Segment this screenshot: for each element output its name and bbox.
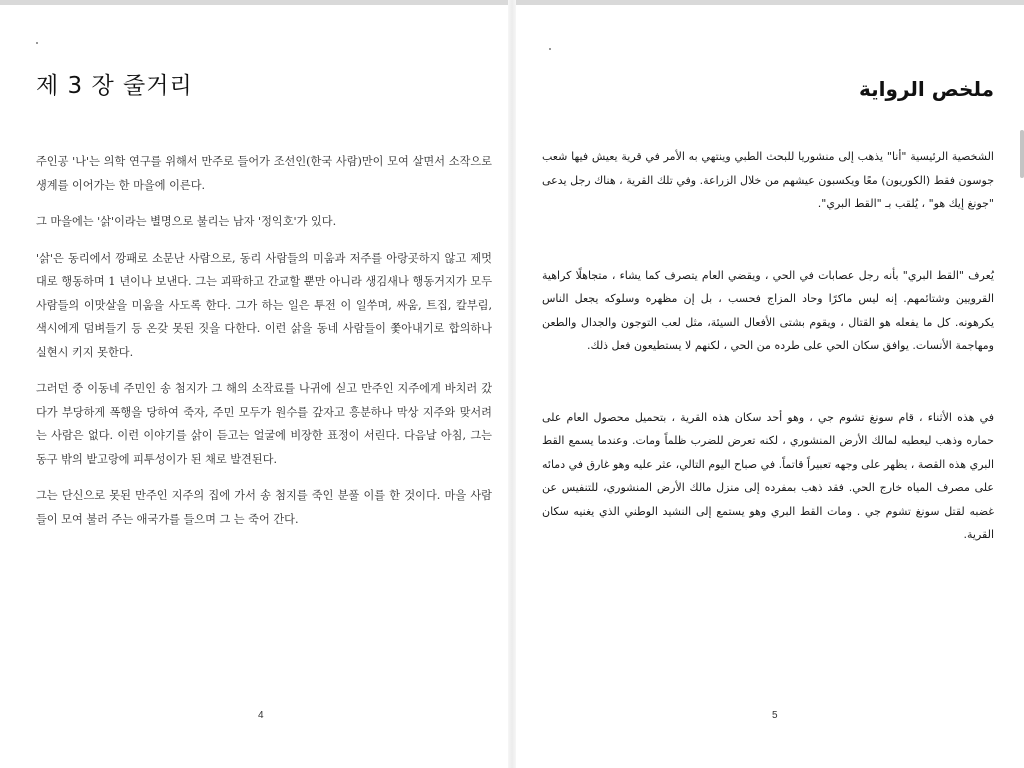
paragraph: 그 마을에는 '삵'이라는 별명으로 불리는 남자 '정익호'가 있다. <box>36 215 337 228</box>
paragraph: '삵'은 동리에서 깡패로 소문난 사람으로, 동리 사람들의 미움과 저주를 아랑곳하지 않고 제멋대로 행동하며 1 년이나 보낸다. 그는 괴팍하고 간교할 뿐만 아니라 생김새나 행동거지가 모두 사람들의 이맛살을 미움을 사도록 한다. 그가 하는 일은 투전 이 일쑤며, 싸움, 트집, 칼부림, 색시에게 덤벼들기 등 온갖 못된 짓을 다한다. 이런 삵을 동네 사람들이 쫓아내기로 합의하나 실현시 키지 못한다. <box>36 251 492 359</box>
chapter-body <box>36 150 492 544</box>
scrollbar-thumb[interactable] <box>1020 130 1024 178</box>
paragraph: يُعرف "القط البري" بأنه رجل عصابات في الحي ، ويقضي العام يتصرف كما يشاء ، متجاهلًا كراهية القرويين وشتائمهم. إنه ليس ماكرًا وحاد المزاج فحسب ، بل إن مظهره وسلوكه يجعل الناس يكرهونه. كل ما يفعله هو القتال ، ويقوم بشتى الأفعال السيئة، مثل لعب التوجون والجدال والطعن ومهاجمة الأنسات. يوافق سكان الحي على طرده من الحي ، لكنهم لا يستطيعون فعل ذلك. <box>542 268 994 352</box>
chapter-title: 제 3 장 줄거리 <box>36 73 193 99</box>
paragraph: 그러던 중 이동네 주민인 송 첨지가 그 해의 소작료를 나귀에 싣고 만주인 지주에게 바치러 갔다가 부당하게 폭행을 당하여 죽자, 주민 모두가 원수를 갚자고 흥분하나 막상 지주와 맞서려는 사람은 없다. 이런 이야기를 삵이 듣고는 얼굴에 비장한 표정이 서린다. 다음날 아침, 그는 동구 밖의 밭고랑에 피투성이가 된 채로 발견된다. <box>36 382 492 466</box>
page-mark <box>36 42 38 44</box>
page-number: 5 <box>772 710 778 721</box>
page-gutter <box>508 0 516 768</box>
paragraph: الشخصية الرئيسية "أنا" يذهب إلى منشوريا للبحث الطبي وينتهي به الأمر في قرية يعيش فيها شعب جوسون فقط (الكوريون) معًا ويكسبون عيشهم من خلال الزراعة. وفي تلك القرية ، هناك رجل يدعى "جونغ إيك هو" ، يُلقب بـ "القط البري". <box>542 150 994 210</box>
paragraph: في هذه الأثناء ، قام سونغ تشوم جي ، وهو أحد سكان هذه القرية ، بتحميل محصول العام على حماره وذهب ليعطيه لمالك الأرض المنشوري ، لكنه تعرض للضرب ظلماً ومات. وعندما يسمع القط البري هذه القصة ، يظهر على وجهه تعبيراً قاتماً. في صباح اليوم التالي، عثر عليه وهو غارق في دمائه على مصرف المياه خارج الحي. فقد ذهب بمفرده إلى منزل مالك الأرض المنشوري، للتنفيس عن غضبه لقتل سونغ تشوم جي . ومات القط البري وهو يستمع إلى النشيد الوطني الذي يغنيه سكان القرية. <box>542 410 994 541</box>
page-number: 4 <box>258 710 264 721</box>
paragraph: 주인공 '나'는 의학 연구를 위해서 만주로 들어가 조선인(한국 사람)만이 모여 살면서 소작으로 생계를 이어가는 한 마을에 이른다. <box>36 155 492 192</box>
paragraph: 그는 단신으로 못된 만주인 지주의 집에 가서 송 첨지를 죽인 분풀 이를 한 것이다. 마을 사람들이 모여 불러 주는 애국가를 들으며 그 는 죽어 간다. <box>36 489 492 526</box>
korean-page <box>0 5 508 768</box>
summary-title: ملخص الرواية <box>859 77 994 101</box>
arabic-page <box>516 5 1024 768</box>
page-mark <box>549 48 551 50</box>
summary-body <box>542 145 994 547</box>
